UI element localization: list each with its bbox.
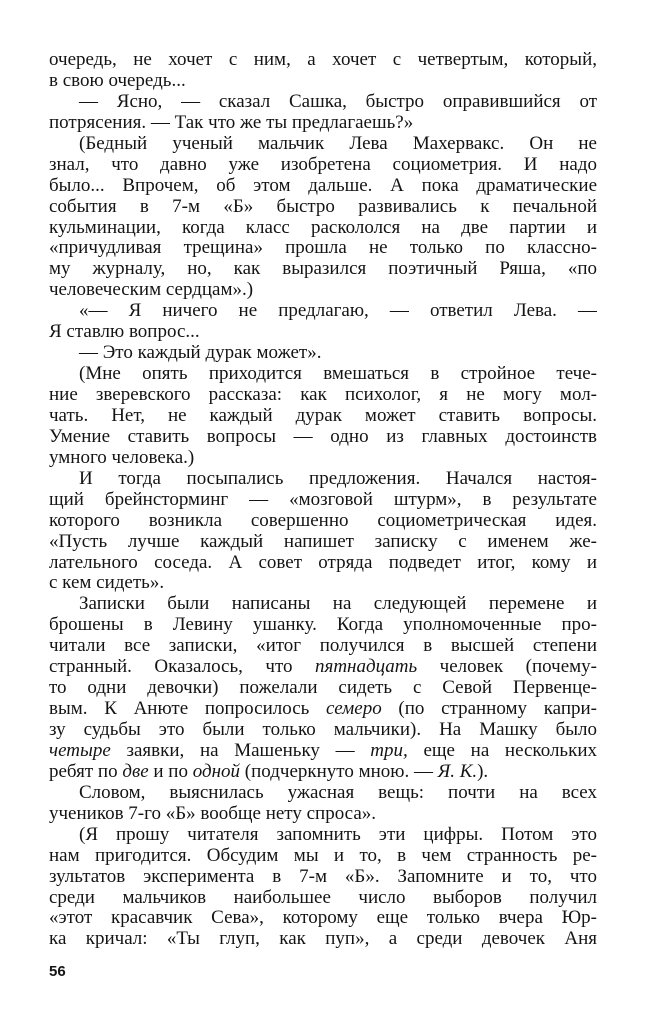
text-line: (Я прошу читателя запомнить эти цифры. Потом это bbox=[79, 824, 597, 845]
emphasized-word: семеро bbox=[326, 699, 382, 720]
text-line: ние зверевского рассказа: как психолог, я не могу мол- bbox=[49, 385, 597, 405]
text-line: «— Я ничего не предлагаю, — ответил Лева. — bbox=[79, 301, 597, 322]
emphasized-word: пятнадцать bbox=[314, 657, 418, 678]
emphasized-word: Я. К. bbox=[437, 761, 478, 782]
text-line: зультатов эксперимента в 7-м «Б». Запомните и то, что bbox=[49, 866, 597, 887]
text-line: очередь, не хочет с ним, а хочет с четвертым, который, bbox=[49, 50, 597, 70]
text-line: читали все записки, «итог получился в высшей степени bbox=[49, 636, 597, 657]
text-line: то одни девочки) пожелали сидеть с Севой Первенце- bbox=[49, 678, 597, 699]
text-line: Словом, выяснилась ужасная вещь: почти на всех bbox=[79, 782, 597, 803]
text-line: вым. К Анюте попросилось семеро (по странному капри- bbox=[49, 699, 597, 720]
text-line: человеческим сердцам».) bbox=[49, 280, 254, 301]
text-line: лательного соседа. А совет отряда подведет итог, кому и bbox=[49, 552, 597, 573]
text-line: с кем сидеть». bbox=[49, 573, 165, 594]
text-line: брошены в Левину ушанку. Когда уполномоченные про- bbox=[49, 615, 597, 636]
text-line: Умение ставить вопросы — одно из главных достоинств bbox=[49, 426, 597, 447]
text-line: кульминации, когда класс раскололся на две партии и bbox=[49, 217, 597, 238]
text-line: странный. Оказалось, что пятнадцать человек (почему- bbox=[49, 657, 597, 678]
page-number: 56 bbox=[49, 963, 66, 980]
text-line: (Бедный ученый мальчик Лева Махервакс. Он не bbox=[79, 133, 597, 154]
text-line: потрясения. — Так что же ты предлагаешь?» bbox=[49, 112, 414, 133]
text-line: Я ставлю вопрос... bbox=[49, 322, 200, 343]
text-line: щий брейнсторминг — «мозговой штурм», в результате bbox=[49, 489, 597, 510]
book-page-text bbox=[49, 50, 597, 950]
text-line: знал, что давно уже изобретена социометрия. И надо bbox=[49, 154, 597, 175]
text-line: зу судьбы это были только мальчики). На Машку было bbox=[49, 720, 597, 740]
text-line: учеников 7-го «Б» вообще нету спроса». bbox=[49, 803, 377, 824]
text-line: И тогда посыпались предложения. Начался настоя- bbox=[79, 468, 597, 489]
emphasized-word: три, bbox=[370, 740, 408, 761]
text-line: — Это каждый дурак может». bbox=[79, 343, 322, 364]
emphasized-word: две bbox=[122, 761, 149, 782]
text-line: (Мне опять приходится вмешаться в стройное тече- bbox=[79, 364, 597, 385]
emphasized-word: четыре bbox=[49, 740, 111, 761]
text-line: которого возникла совершенно социометрическая идея. bbox=[49, 510, 597, 531]
text-line: среди мальчиков наибольшее число выборов получил bbox=[49, 887, 597, 908]
text-line: ребят по две и по одной (подчеркнуто мною. — Я. К.). bbox=[49, 761, 489, 782]
text-line: четыре заявки, на Машеньку — три, еще на нескольких bbox=[49, 740, 597, 761]
text-line: чать. Нет, не каждый дурак может ставить вопросы. bbox=[49, 405, 597, 426]
text-line: нам пригодится. Обсудим мы и то, в чем странность ре- bbox=[49, 845, 597, 866]
text-line: «этот красавчик Сева», которому еще только вчера Юр- bbox=[49, 908, 597, 929]
emphasized-word: одной bbox=[192, 761, 241, 782]
text-line: «Пусть лучше каждый напишет записку с именем же- bbox=[49, 531, 597, 552]
text-line: события в 7-м «Б» быстро развивались к печальной bbox=[49, 196, 597, 217]
text-line: «причудливая трещина» прошла не только по классно- bbox=[49, 238, 597, 259]
text-line: умного человека.) bbox=[49, 447, 195, 468]
text-line: в свою очередь... bbox=[49, 70, 186, 91]
text-line: Записки были написаны на следующей перемене и bbox=[79, 594, 597, 615]
text-line: — Ясно, — сказал Сашка, быстро оправившийся от bbox=[79, 91, 597, 112]
text-line: му журналу, но, как выразился поэтичный Ряша, «по bbox=[49, 259, 597, 280]
text-line: ка кричал: «Ты глуп, как пуп», а среди девочек Аня bbox=[49, 929, 597, 950]
text-line: было... Впрочем, об этом дальше. А пока драматические bbox=[49, 175, 597, 196]
